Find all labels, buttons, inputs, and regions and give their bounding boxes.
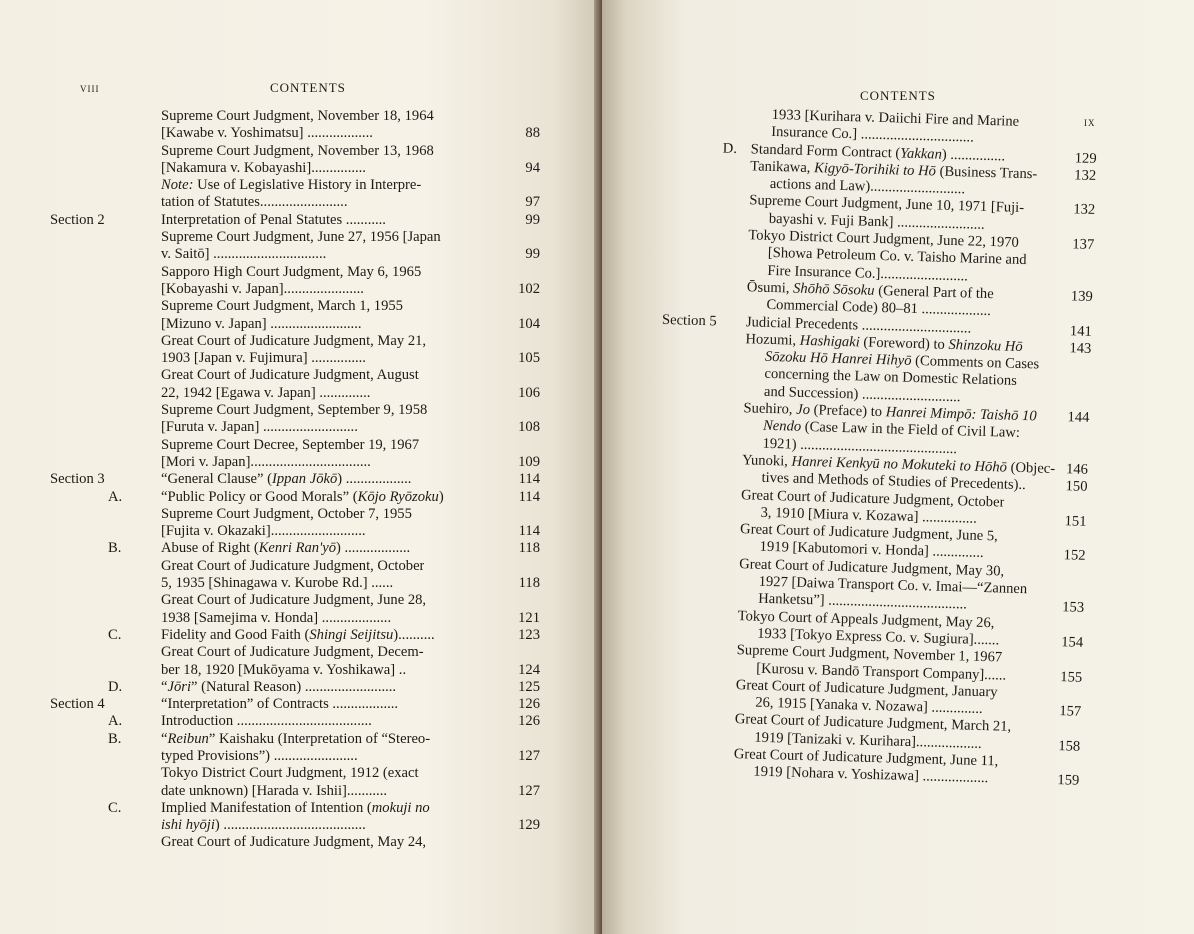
toc-entry-text: Supreme Court Judgment, November 18, 1964 bbox=[161, 108, 434, 124]
toc-page-number: 121 bbox=[518, 609, 540, 626]
toc-entry bbox=[50, 402, 540, 419]
toc-entry bbox=[50, 108, 540, 125]
toc-entry-text: Standard Form Contract (Yakkan) ............... bbox=[750, 140, 1006, 165]
toc-section-label: B. bbox=[108, 730, 122, 747]
toc-page-number: 144 bbox=[1067, 409, 1090, 426]
toc-page-number: 114 bbox=[518, 471, 540, 488]
toc-page-number: 114 bbox=[518, 523, 540, 540]
toc-section-label: C. bbox=[108, 626, 122, 643]
toc-section-label: A. bbox=[108, 488, 123, 505]
toc-section-label: D. bbox=[108, 678, 123, 695]
toc-entry bbox=[50, 765, 540, 782]
toc-entry-text: “General Clause” (Ippan Jōkō) .................. bbox=[161, 471, 412, 488]
toc-entry-text: and Succession) ........................... bbox=[763, 383, 961, 406]
toc-page-number: 139 bbox=[1070, 288, 1094, 305]
toc-entry-text: Great Court of Judicature Judgment, January bbox=[735, 676, 998, 701]
toc-entry bbox=[50, 731, 540, 748]
left-running-head: CONTENTS bbox=[270, 80, 346, 95]
toc-entry bbox=[50, 627, 540, 644]
toc-entry bbox=[50, 419, 540, 436]
toc-entry-text: Judicial Precedents .............................. bbox=[745, 313, 972, 337]
toc-section-label: B. bbox=[108, 540, 122, 557]
toc-page-number: 129 bbox=[518, 817, 540, 834]
toc-entry bbox=[50, 471, 540, 488]
toc-entry-text: Supreme Court Judgment, November 13, 1968 bbox=[161, 142, 434, 159]
toc-entry-text: [Kurosu v. Bandō Transport Company]...... bbox=[756, 660, 1007, 684]
toc-entry-text: Great Court of Judicature Judgment, May 21, bbox=[161, 332, 427, 349]
toc-entry-text: Great Court of Judicature Judgment, June 28, bbox=[161, 592, 427, 609]
toc-entry bbox=[50, 177, 540, 194]
right-toc-list bbox=[649, 104, 1098, 790]
toc-entry-text: Great Court of Judicature Judgment, Decem- bbox=[161, 644, 424, 661]
toc-page-number: 99 bbox=[525, 211, 540, 228]
toc-entry bbox=[50, 696, 540, 713]
toc-page-number: 124 bbox=[518, 661, 540, 678]
toc-page-number: 150 bbox=[1065, 478, 1088, 496]
toc-section-label: Section 4 bbox=[50, 696, 105, 713]
toc-page-number: 105 bbox=[518, 350, 540, 367]
toc-page-number: 155 bbox=[1060, 668, 1083, 686]
toc-entry-text: Supreme Court Judgment, March 1, 1955 bbox=[161, 298, 403, 315]
toc-entry bbox=[50, 298, 540, 315]
toc-page-number: 132 bbox=[1073, 201, 1096, 219]
toc-entry bbox=[50, 662, 540, 679]
toc-entry-text: Nendo (Case Law in the Field of Civil Law: bbox=[762, 418, 1021, 442]
toc-page-number: 126 bbox=[518, 713, 540, 730]
toc-entry-text: [Furuta v. Japan] .......................... bbox=[161, 419, 358, 436]
toc-entry-text: Commercial Code) 80–81 ................... bbox=[766, 297, 992, 320]
toc-entry-text: 26, 1915 [Yanaka v. Nozawa] .............. bbox=[755, 694, 983, 718]
toc-page-number: 99 bbox=[525, 246, 540, 263]
toc-entry-text: actions and Law).......................... bbox=[769, 176, 966, 198]
toc-entry-text: Insurance Co.] ............................... bbox=[771, 124, 975, 146]
toc-entry-text: Supreme Court Decree, September 19, 1967 bbox=[161, 436, 420, 453]
toc-section-label: Section 3 bbox=[50, 471, 105, 488]
toc-page-number: 123 bbox=[518, 626, 540, 643]
toc-entry-text: 1933 [Kurihara v. Daiichi Fire and Marine bbox=[771, 106, 1020, 130]
toc-section-label: D. bbox=[722, 140, 738, 157]
toc-page-number: 129 bbox=[1074, 149, 1097, 167]
toc-entry bbox=[50, 160, 540, 177]
toc-entry bbox=[50, 194, 540, 211]
toc-entry bbox=[50, 610, 540, 627]
toc-entry-text: Yunoki, Hanrei Kenkyū no Mokuteki to Hōhō (Objec- bbox=[741, 452, 1056, 477]
toc-entry bbox=[50, 748, 540, 765]
toc-section-label: Section 5 bbox=[661, 311, 717, 330]
toc-entry-text: Great Court of Judicature Judgment, May 24, bbox=[161, 834, 427, 851]
toc-entry bbox=[50, 264, 540, 281]
toc-entry-text: 1927 [Daiwa Transport Co. v. Imai—“Zannen bbox=[758, 573, 1028, 598]
toc-entry bbox=[50, 350, 540, 367]
toc-entry-text: Abuse of Right (Kenri Ran'yō) .................. bbox=[161, 540, 411, 557]
toc-page-number: 97 bbox=[525, 194, 540, 211]
toc-entry-text: “Interpretation” of Contracts .................. bbox=[161, 696, 399, 713]
toc-entry bbox=[50, 437, 540, 454]
toc-entry bbox=[50, 800, 540, 817]
toc-entry bbox=[50, 125, 540, 142]
toc-entry-text: Suehiro, Jo (Preface) to Hanrei Mimpō: Taishō 10 bbox=[743, 400, 1037, 425]
toc-entry-text: 1919 [Tanizaki v. Kurihara].................. bbox=[754, 729, 982, 752]
toc-entry-text: typed Provisions”) ....................... bbox=[161, 747, 358, 764]
toc-entry bbox=[50, 506, 540, 523]
toc-entry bbox=[50, 489, 540, 506]
toc-page-number: 132 bbox=[1074, 167, 1097, 184]
toc-entry-text: Great Court of Judicature Judgment, August bbox=[161, 367, 419, 384]
toc-entry-text: Hanketsu”] ...................................... bbox=[757, 591, 968, 613]
toc-entry bbox=[50, 834, 540, 851]
toc-entry bbox=[50, 523, 540, 540]
toc-entry-text: “Jōri” (Natural Reason) ......................... bbox=[161, 678, 397, 695]
toc-entry-text: Sōzoku Hō Hanrei Hihyō (Comments on Cases bbox=[764, 348, 1040, 373]
toc-entry-text: tives and Methods of Studies of Precedents).. bbox=[761, 469, 1026, 494]
toc-entry-text: v. Saitō] ............................... bbox=[161, 246, 327, 263]
toc-page-number: 137 bbox=[1072, 236, 1095, 254]
toc-section-label: A. bbox=[108, 713, 123, 730]
toc-entry-text: Introduction ..................................... bbox=[161, 713, 372, 730]
toc-page-number: 108 bbox=[518, 419, 540, 436]
toc-entry-text: Great Court of Judicature Judgment, March 21, bbox=[734, 711, 1012, 736]
toc-entry bbox=[50, 385, 540, 402]
toc-entry bbox=[50, 592, 540, 609]
toc-entry bbox=[50, 817, 540, 834]
toc-entry-text: Ōsumi, Shōhō Sōsoku (General Part of the bbox=[746, 279, 994, 303]
toc-page-number: 109 bbox=[518, 453, 540, 470]
toc-entry-text: Great Court of Judicature Judgment, May 30, bbox=[738, 555, 1005, 580]
toc-entry bbox=[50, 558, 540, 575]
toc-entry-text: 1919 [Kabutomori v. Honda] .............. bbox=[759, 539, 984, 562]
toc-entry-text: Implied Manifestation of Intention (mokuji no bbox=[161, 799, 430, 816]
toc-page-number: 127 bbox=[518, 747, 540, 764]
toc-entry-text: ber 18, 1920 [Mukōyama v. Yoshikawa] .. bbox=[161, 661, 407, 678]
toc-entry-text: [Mizuno v. Japan] ......................... bbox=[161, 315, 362, 332]
toc-entry bbox=[50, 679, 540, 696]
toc-entry-text: Fidelity and Good Faith (Shingi Seijitsu).......... bbox=[161, 626, 435, 643]
toc-entry-text: Great Court of Judicature Judgment, October bbox=[161, 557, 425, 574]
toc-entry-text: [Mori v. Japan]................................. bbox=[161, 453, 371, 470]
toc-entry-text: Fire Insurance Co.]........................ bbox=[767, 262, 969, 285]
toc-entry-text: 1903 [Japan v. Fujimura] ............... bbox=[161, 350, 366, 367]
toc-entry-text: [Fujita v. Okazaki].......................... bbox=[161, 523, 366, 540]
toc-entry-text: date unknown) [Harada v. Ishii]........... bbox=[161, 782, 388, 799]
toc-page-number: 146 bbox=[1065, 461, 1089, 478]
toc-entry-text: “Reibun” Kaishaku (Interpretation of “Stereo- bbox=[161, 730, 431, 747]
toc-entry-text: Tokyo District Court Judgment, June 22, 1970 bbox=[748, 227, 1020, 251]
toc-entry-text: Tokyo District Court Judgment, 1912 (exact bbox=[161, 765, 419, 782]
toc-entry-text: Great Court of Judicature Judgment, June 11, bbox=[733, 746, 999, 770]
toc-entry-text: Supreme Court Judgment, June 10, 1971 [Fuji- bbox=[749, 192, 1025, 217]
toc-entry-text: [Kobayashi v. Japan]...................... bbox=[161, 280, 364, 297]
toc-entry-text: Hozumi, Hashigaki (Foreword) to Shinzoku Hō bbox=[745, 331, 1023, 355]
toc-entry bbox=[50, 333, 540, 350]
right-page bbox=[602, 0, 1194, 934]
toc-section-label: Section 2 bbox=[50, 211, 105, 228]
toc-page-number: 126 bbox=[518, 696, 540, 713]
toc-entry-text: [Showa Petroleum Co. v. Taisho Marine and bbox=[767, 245, 1027, 269]
toc-entry bbox=[50, 367, 540, 384]
toc-entry bbox=[50, 246, 540, 263]
toc-entry bbox=[50, 454, 540, 471]
toc-entry-text: 1921) ........................................... bbox=[762, 435, 958, 457]
toc-entry-text: Supreme Court Judgment, November 1, 1967 bbox=[736, 642, 1003, 666]
toc-page-number: 151 bbox=[1064, 513, 1087, 530]
toc-page-number: 143 bbox=[1069, 340, 1092, 357]
toc-entry-text: Supreme Court Judgment, October 7, 1955 bbox=[161, 505, 412, 522]
toc-page-number: 118 bbox=[518, 540, 540, 557]
toc-entry-text: 5, 1935 [Shinagawa v. Kurobe Rd.] ...... bbox=[161, 575, 394, 592]
right-running-head: CONTENTS bbox=[860, 88, 936, 103]
toc-page-number: 152 bbox=[1063, 547, 1086, 565]
toc-entry bbox=[50, 644, 540, 661]
toc-page-number: 94 bbox=[525, 159, 540, 176]
toc-entry-text: concerning the Law on Domestic Relations bbox=[764, 366, 1018, 390]
toc-entry-text: “Public Policy or Good Morals” (Kōjo Ryōzoku) bbox=[161, 488, 444, 505]
toc-entry-text: 22, 1942 [Egawa v. Japan] .............. bbox=[161, 384, 371, 401]
toc-entry-text: Tanikawa, Kigyō-Torihiki to Hō (Business Trans- bbox=[750, 158, 1038, 183]
toc-entry-text: Great Court of Judicature Judgment, June 5, bbox=[739, 521, 999, 545]
toc-page-number: 141 bbox=[1069, 322, 1093, 340]
toc-page-number: 118 bbox=[518, 575, 540, 592]
toc-entry-text: Interpretation of Penal Statutes ........... bbox=[161, 211, 386, 228]
toc-entry-text: 3, 1910 [Miura v. Kozawa] ............... bbox=[760, 504, 978, 527]
toc-entry-text: 1933 [Tokyo Express Co. v. Sugiura]....... bbox=[757, 625, 1000, 649]
toc-page-number: 102 bbox=[518, 280, 540, 297]
toc-entry-text: Sapporo High Court Judgment, May 6, 1965 bbox=[161, 263, 422, 280]
toc-entry-text: Supreme Court Judgment, September 9, 1958 bbox=[161, 402, 428, 419]
toc-page-number: 114 bbox=[518, 488, 540, 505]
show-through-left bbox=[530, 420, 533, 436]
toc-page-number: 104 bbox=[518, 315, 540, 332]
toc-page-number: 88 bbox=[525, 125, 540, 142]
left-folio: viii bbox=[80, 80, 100, 95]
toc-entry-text: ishi hyōji) ....................................... bbox=[161, 817, 366, 834]
toc-entry-text: bayashi v. Fuji Bank] ........................ bbox=[768, 210, 985, 233]
toc-entry-text: Note: Use of Legislative History in Interpre- bbox=[161, 177, 422, 194]
toc-page-number: 153 bbox=[1061, 599, 1085, 617]
toc-page-number: 154 bbox=[1061, 634, 1084, 651]
toc-entry-text: Tokyo Court of Appeals Judgment, May 26, bbox=[737, 607, 995, 631]
toc-entry bbox=[50, 143, 540, 160]
toc-page-number: 125 bbox=[518, 678, 540, 695]
toc-entry bbox=[50, 281, 540, 298]
right-folio: ix bbox=[1084, 114, 1096, 129]
toc-entry-text: 1919 [Nohara v. Yoshizawa] .................. bbox=[753, 763, 989, 787]
toc-entry-text: [Nakamura v. Kobayashi]............... bbox=[161, 159, 366, 176]
toc-entry bbox=[50, 229, 540, 246]
toc-entry bbox=[50, 540, 540, 557]
toc-entry bbox=[50, 575, 540, 592]
toc-entry-text: [Kawabe v. Yoshimatsu] .................. bbox=[161, 125, 373, 142]
left-toc-list bbox=[50, 108, 540, 852]
toc-entry bbox=[50, 212, 540, 229]
toc-page-number: 158 bbox=[1058, 737, 1081, 755]
toc-page-number: 106 bbox=[518, 384, 540, 401]
toc-entry-text: 1938 [Samejima v. Honda] ................... bbox=[161, 609, 392, 626]
toc-entry-text: Great Court of Judicature Judgment, October bbox=[740, 486, 1005, 511]
toc-entry bbox=[50, 713, 540, 730]
toc-section-label: C. bbox=[108, 799, 122, 816]
toc-page-number: 159 bbox=[1057, 772, 1080, 790]
toc-entry-text: tation of Statutes........................ bbox=[161, 194, 348, 211]
toc-page-number: 127 bbox=[518, 782, 540, 799]
toc-page-number: 157 bbox=[1059, 703, 1082, 720]
toc-entry-text: Supreme Court Judgment, June 27, 1956 [Japan bbox=[161, 229, 441, 246]
toc-entry bbox=[50, 316, 540, 333]
toc-entry bbox=[50, 783, 540, 800]
